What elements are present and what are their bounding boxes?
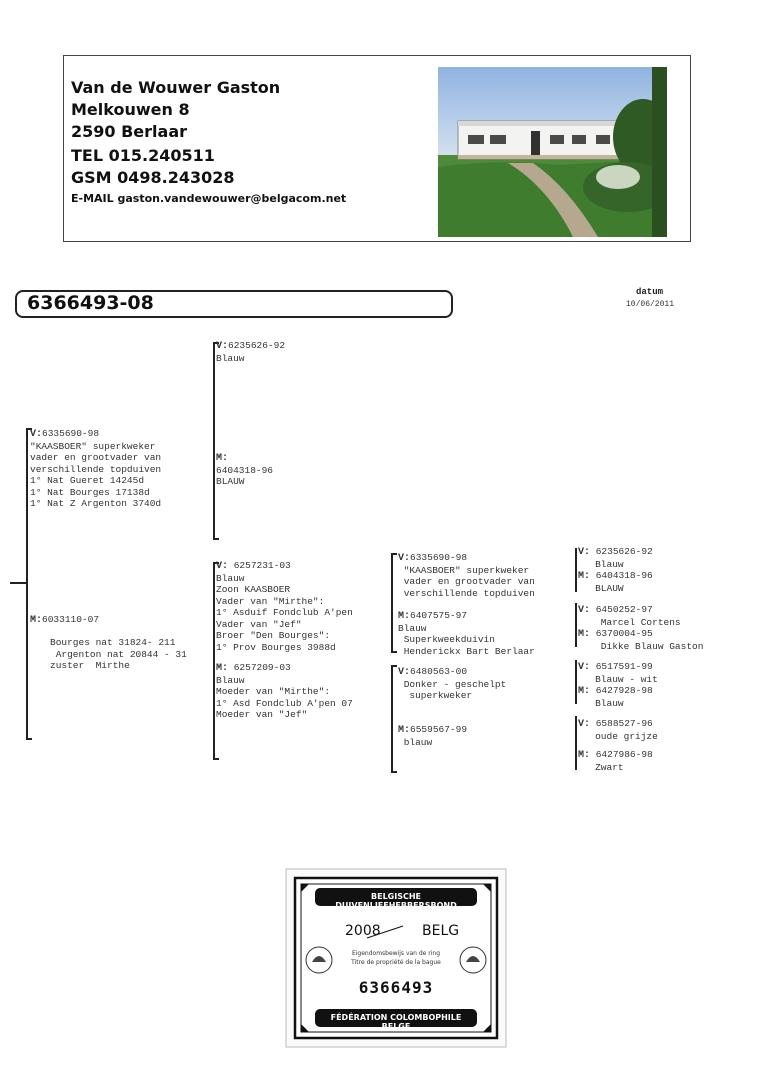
gen2-sire-bracket [213, 342, 219, 540]
subject-connector [10, 582, 26, 584]
g4-entry-3: V: 6450252-97 Marcel Cortens [578, 604, 681, 628]
g4-entry-4: M: 6370004-95 Dikke Blauw Gaston [578, 628, 704, 652]
g4-entry-7: V: 6588527-96 oude grijze [578, 718, 658, 742]
sire-sire-entry: V:6235626-92 Blauw [216, 340, 286, 364]
owner-gsm: GSM 0498.243028 [71, 168, 235, 187]
sire-entry: V:6335690-98 "KAASBOER" superkweker vader en grootvader van verschillende topduiven 1° Nat Gueret 14245d 1° Nat Bourges 17138d 1° Nat Z Argenton 3740d [30, 428, 162, 509]
ring-number: 6366493-08 [27, 292, 154, 314]
card-ring-number: 6366493 [358, 978, 434, 997]
owner-tel: TEL 015.240511 [71, 146, 215, 165]
card-line2: Titre de propriété de la bague [351, 959, 441, 966]
card-line1: Eigendomsbewijs van de ring [351, 950, 441, 957]
g4-entry-1: V: 6235626-92 Blauw [578, 546, 653, 570]
card-year: 2008 [345, 923, 381, 939]
card-country: BELG [422, 923, 460, 939]
ds-dam-entry: M:6407575-97 Blauw Superkweekduivin Henderickx Bart Berlaar [398, 610, 535, 657]
g4-entry-2: M: 6404318-96 BLAUW [578, 570, 653, 594]
ds-sire-entry: V:6335690-98 "KAASBOER" superkweker vader en grootvader van verschillende topduiven [398, 552, 535, 599]
owner-street: Melkouwen 8 [71, 100, 190, 119]
loft-photo [438, 67, 667, 237]
sire-dam-entry: M: 6404318-96 BLAUW [216, 453, 274, 487]
gen3-dd-bracket [391, 665, 397, 773]
owner-name: Van de Wouwer Gaston [71, 78, 281, 97]
g4-entry-6: M: 6427928-98 Blauw [578, 685, 653, 709]
dam-sire-entry: V: 6257231-03 Blauw Zoon KAASBOER Vader van "Mirthe": 1° Asduif Fondclub A'pen Vader van "Jef" Broer "Den Bourges": 1° Prov Bourges 3988d [216, 560, 353, 653]
dam-entry: M:6033110-07 [30, 614, 100, 626]
dam-notes: Bourges nat 31824- 211 Argenton nat 20844 - 31 zuster Mirthe [50, 637, 187, 671]
g4-entry-8: M: 6427986-98 Zwart [578, 749, 653, 773]
g4-entry-5: V: 6517591-99 Blauw - wit [578, 661, 658, 685]
dam-dam-entry: M: 6257209-03 Blauw Moeder van "Mirthe": 1° Asd Fondclub A'pen 07 Moeder van "Jef" [216, 662, 353, 720]
owner-email: E-MAIL gaston.vandewouwer@belgacom.net [71, 192, 347, 205]
gen3-ds-bracket [391, 553, 397, 653]
dd-sire-entry: V:6480563-00 Donker - geschelpt superkweker [398, 666, 507, 701]
datum-value: 10/06/2011 [626, 300, 675, 309]
ring-ownership-card [285, 868, 507, 1048]
card-bottom-banner: FÉDÉRATION COLOMBOPHILE BELGE [330, 1013, 462, 1031]
dd-dam-entry: M:6559567-99 blauw [398, 724, 468, 748]
datum-label: datum [636, 287, 664, 297]
card-top-banner: BELGISCHE DUIVENLIEFHEBBERSBOND [335, 892, 457, 910]
owner-city: 2590 Berlaar [71, 122, 188, 141]
